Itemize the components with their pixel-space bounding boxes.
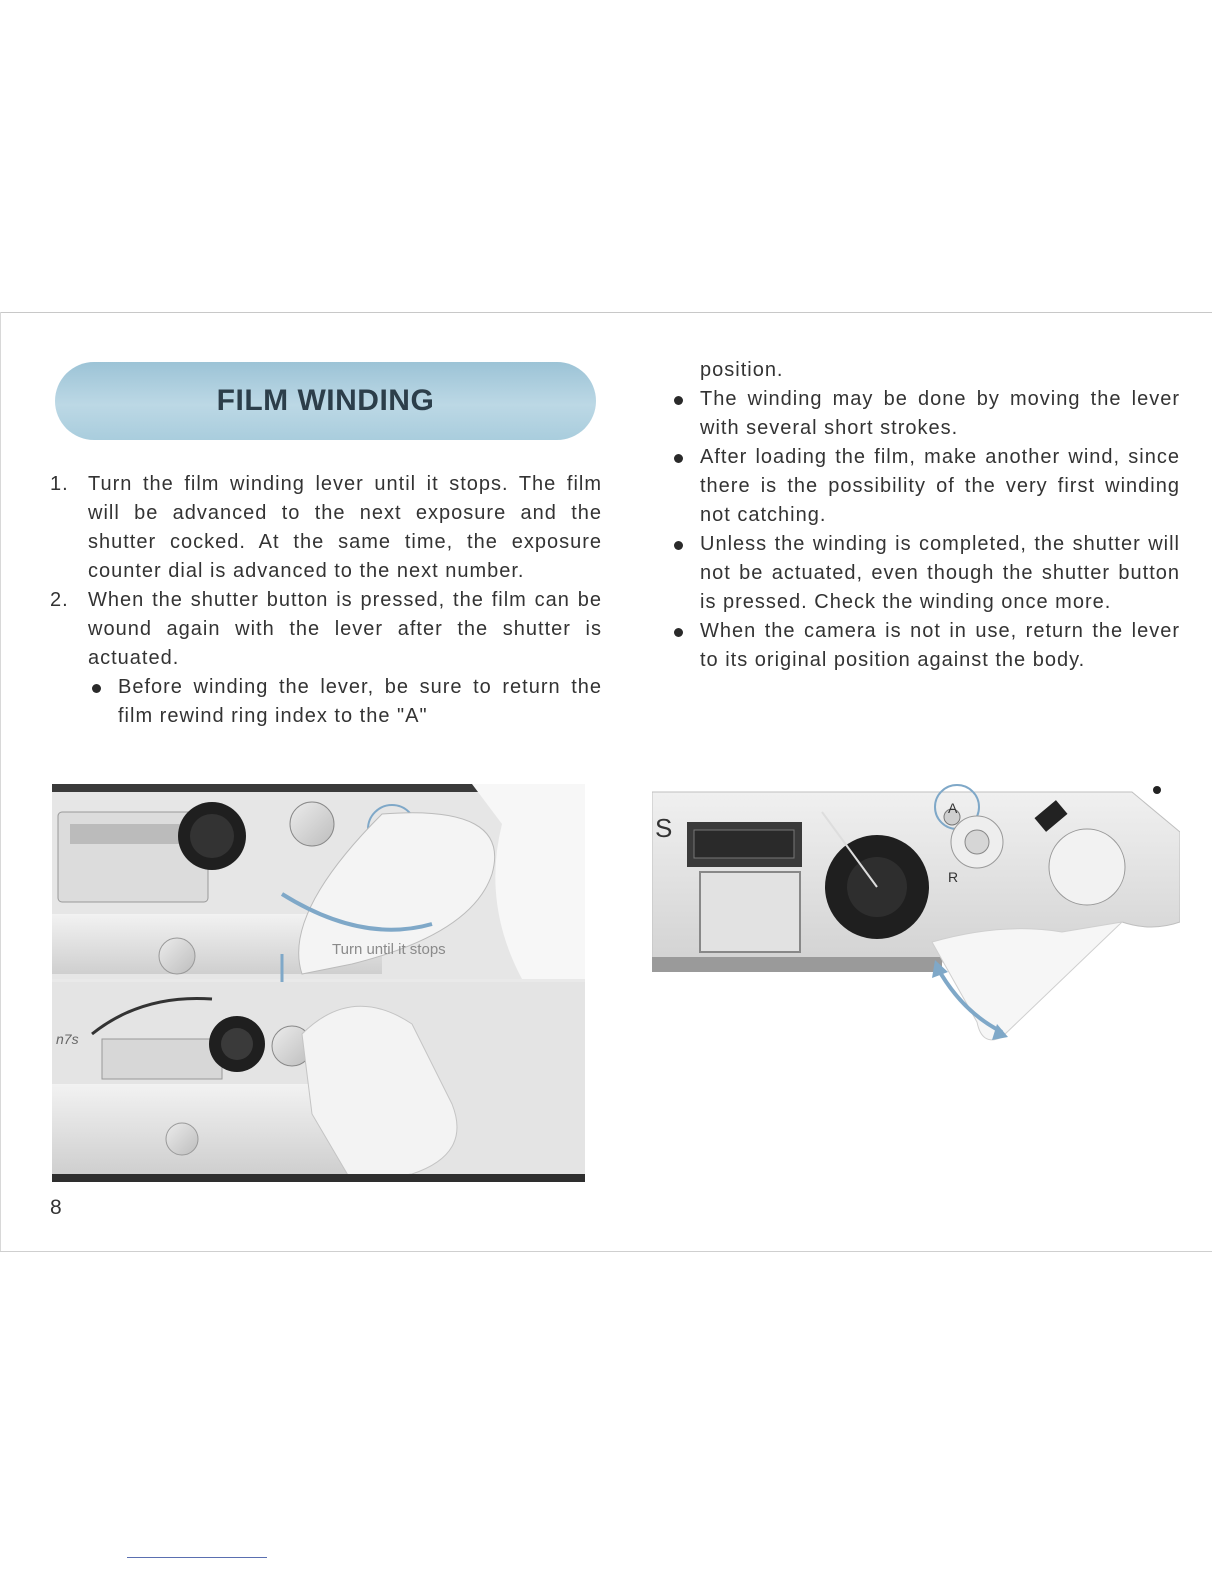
left-camera-illustration	[52, 784, 585, 1182]
bullet-icon	[674, 628, 683, 637]
bullet-text: When the camera is not in use, return the lever to its original position against the body.	[700, 620, 1180, 671]
bullet-item	[670, 385, 1180, 443]
camera-model-mark: n7s	[56, 1031, 79, 1047]
bullet-text: After loading the film, make another wind, since there is the possibility of the very first winding not catching.	[700, 446, 1180, 526]
page-title: FILM WINDING	[216, 384, 435, 417]
sub-bullet-item	[88, 673, 602, 731]
right-camera-illustration	[652, 782, 1180, 1052]
title-banner	[55, 362, 596, 440]
continuation-text: position.	[700, 359, 784, 381]
rewind-a-mark: A	[948, 800, 958, 816]
bullet-text: The winding may be done by moving the lever with several short strokes.	[700, 388, 1180, 439]
left-edge-rule	[0, 312, 1, 1252]
step-text: When the shutter button is pressed, the film can be wound again with the lever after the shutter is actuated.	[88, 589, 602, 669]
figure-caption: Turn until it stops	[332, 941, 446, 958]
page-number: 8	[50, 1196, 62, 1219]
step-text: Turn the film winding lever until it stops. The film will be advanced to the next exposure and the shutter cocked. At the same time, the exposure counter dial is advanced to the next number.	[88, 473, 602, 582]
left-column	[50, 470, 602, 731]
bullet-icon	[674, 541, 683, 550]
right-column	[670, 356, 1180, 675]
left-camera-photo	[52, 784, 585, 1182]
numbered-step	[50, 470, 602, 586]
bullet-icon	[674, 396, 683, 405]
bullet-text: Unless the winding is completed, the shutter will not be actuated, even though the shutter button is pressed. Check the winding once more.	[700, 533, 1180, 613]
numbered-step	[50, 586, 602, 673]
top-rule	[0, 312, 1212, 313]
step-number: 2.	[50, 589, 69, 611]
bullet-icon	[92, 684, 101, 693]
bullet-icon	[674, 454, 683, 463]
right-camera-photo	[652, 782, 1180, 1052]
s-mark: S	[655, 813, 673, 843]
bullet-item	[670, 530, 1180, 617]
r-mark: R	[948, 869, 959, 885]
bullet-text: Before winding the lever, be sure to return the film rewind ring index to the "A"	[118, 676, 602, 727]
bullet-item	[670, 443, 1180, 530]
bottom-rule	[0, 1251, 1212, 1252]
step-number: 1.	[50, 473, 69, 495]
bullet-item	[670, 617, 1180, 675]
footer-rule	[127, 1557, 267, 1558]
